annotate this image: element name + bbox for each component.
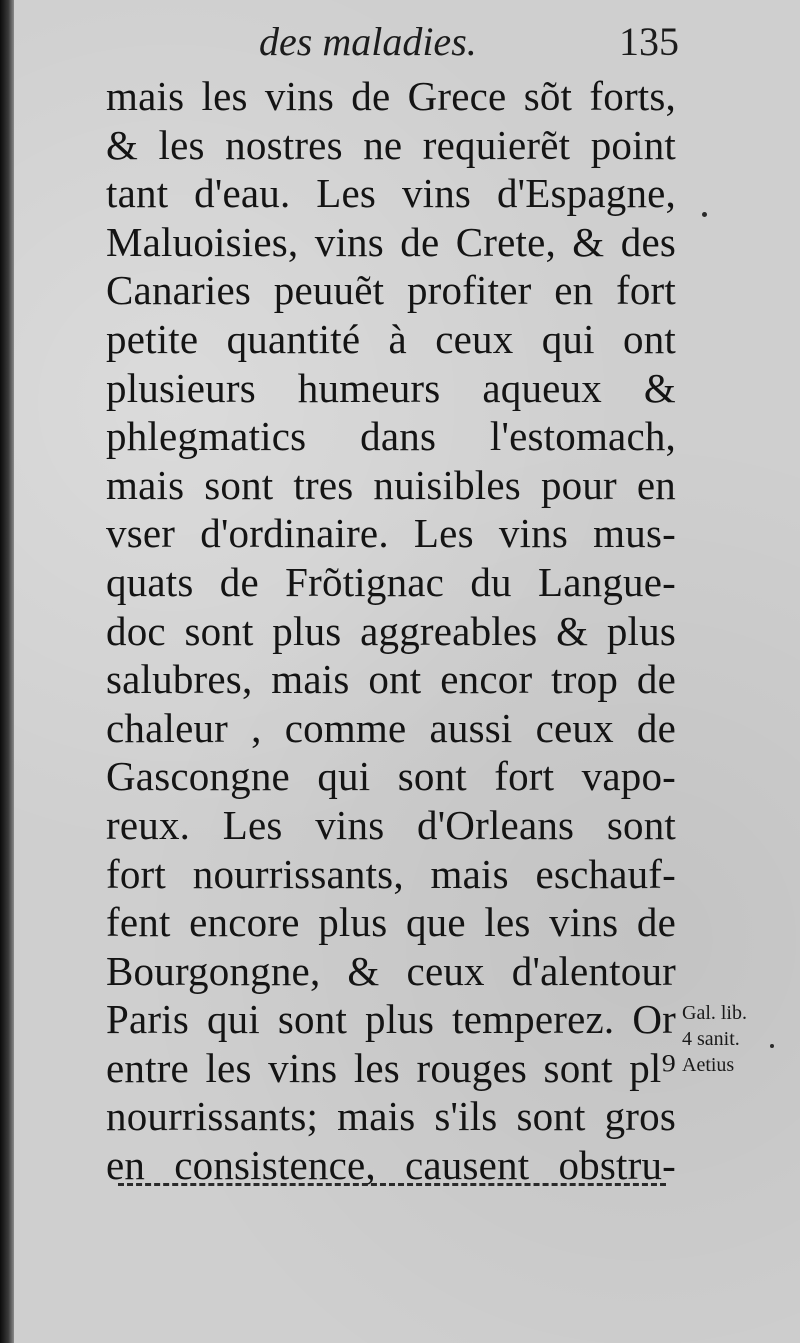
text-line: quats de Frõtignac du Langue- [106,558,676,605]
text-line: mais les vins de Grece sõt forts, [106,73,676,119]
page-number: 135 [619,19,679,64]
body-text [106,72,676,1190]
book-spine-shadow [0,0,14,1343]
text-line: mais sont tres nuisibles pour en [106,461,676,508]
text-line: entre les vins les rouges sont pl⁹ [106,1044,676,1091]
text-line: Maluoisies, vins de Crete, & des [106,218,676,265]
bottom-dashed-rule [118,1183,666,1186]
text-line: fent encore plus que les vins de [106,899,676,946]
text-line: vser d'ordinaire. Les vins mus- [106,510,676,557]
text-line: phlegmatics dans l'estomach, [106,413,676,460]
text-line: Bourgongne, & ceux d'alentour [106,947,676,994]
ink-speck [770,1044,774,1048]
text-line: reux. Les vins d'Orleans sont [106,801,676,848]
text-line: plusieurs humeurs aqueux & [106,364,676,411]
book-page [14,0,800,1343]
margin-note-line: Aetius [682,1054,735,1076]
text-line: tant d'eau. Les vins d'Espagne, [106,170,676,217]
ink-speck [702,212,707,217]
text-line: chaleur , comme aussi ceux de [106,704,676,751]
text-line: Gascongne qui sont fort vapo- [106,753,676,800]
text-line: doc sont plus aggreables & plus [106,607,676,654]
running-title: des maladies. [259,19,477,64]
text-line: nourrissants; mais s'ils sont gros [106,1093,676,1140]
text-line: salubres, mais ont encor trop de [106,656,676,703]
text-line: & les nostres ne requierẽt point [106,121,676,168]
margin-note-line: Gal. lib. [682,1002,747,1024]
text-line: en consistence, causent obstru- [106,1142,676,1189]
text-line: Paris qui sont plus temperez. Or [106,996,676,1043]
margin-note [682,1000,792,1078]
page-header [259,18,679,68]
text-line: fort nourrissants, mais eschauf- [106,850,676,897]
text-line: petite quantité à ceux qui ont [106,315,676,362]
margin-note-line: 4 sanit. [682,1028,740,1050]
text-line: Canaries peuuẽt profiter en fort [106,267,676,314]
